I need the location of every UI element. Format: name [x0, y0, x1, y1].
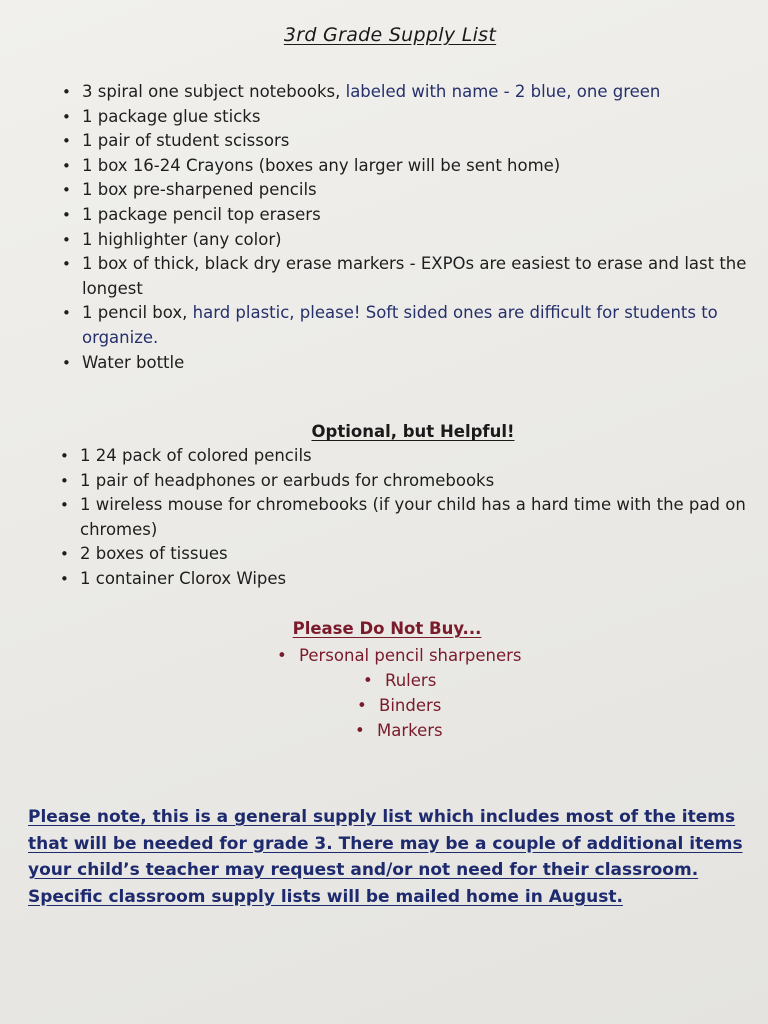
- item-text: 1 pair of headphones or earbuds for chromebooks: [80, 470, 495, 490]
- list-item: [60, 567, 750, 592]
- item-text: 1 wireless mouse for chromebooks (if your child has a hard time with the pad on chromes): [80, 495, 746, 539]
- bullet-icon: •: [60, 471, 69, 490]
- item-text: 2 boxes of tissues: [80, 544, 228, 564]
- page-title: 3rd Grade Supply List: [283, 24, 497, 46]
- list-item: [62, 80, 752, 105]
- list-item: [62, 178, 752, 203]
- bullet-icon: •: [62, 132, 71, 151]
- list-item: [363, 668, 436, 693]
- bullet-icon: •: [62, 304, 71, 323]
- bullet-icon: •: [355, 721, 365, 740]
- list-item: [60, 444, 750, 469]
- item-text: 1 package glue sticks: [82, 106, 261, 126]
- bullet-icon: •: [62, 156, 71, 175]
- list-item: [62, 228, 752, 253]
- item-text: Personal pencil sharpeners: [299, 646, 522, 665]
- item-highlight-text: hard plastic, please! Soft sided ones are difficult for students to organize.: [82, 303, 718, 347]
- bullet-icon: •: [62, 205, 71, 224]
- bullet-icon: •: [60, 545, 69, 564]
- list-item: [60, 493, 750, 542]
- bullet-icon: •: [60, 496, 69, 515]
- general-note: Please note, this is a general supply list which includes most of the items that will be needed for grade 3. There may be a couple of additional items your child’s teacher may request and/or not need for their classroom. Specific classroom supply lists will be mailed home in August.: [28, 807, 743, 907]
- list-item: [62, 252, 752, 301]
- supply-list: [62, 80, 752, 375]
- list-item: [62, 105, 752, 130]
- optional-list: [60, 444, 750, 592]
- item-text: Binders: [379, 696, 442, 715]
- optional-heading: Optional, but Helpful!: [311, 422, 515, 441]
- item-text: 1 highlighter (any color): [82, 229, 282, 249]
- bullet-icon: •: [62, 181, 71, 200]
- do-not-buy-heading: Please Do Not Buy...: [292, 619, 482, 638]
- list-item: [62, 203, 752, 228]
- list-item: [60, 469, 750, 494]
- item-highlight-text: labeled with name - 2 blue, one green: [345, 82, 661, 101]
- item-text: 1 package pencil top erasers: [82, 204, 321, 224]
- list-item: [60, 542, 750, 567]
- bullet-icon: •: [62, 83, 71, 101]
- list-item: [62, 129, 752, 154]
- bullet-icon: •: [62, 230, 71, 249]
- bullet-icon: •: [62, 353, 71, 372]
- item-text: 1 box 16-24 Crayons (boxes any larger will be sent home): [82, 155, 561, 175]
- list-item: [355, 718, 443, 743]
- list-item: [277, 643, 522, 668]
- item-text: 3 spiral one subject notebooks,: [82, 82, 346, 101]
- item-text: 1 box of thick, black dry erase markers - EXPOs are easiest to erase and last the longest: [82, 254, 747, 298]
- item-text: 1 container Clorox Wipes: [80, 568, 287, 588]
- bullet-icon: •: [62, 107, 71, 126]
- item-text: Rulers: [385, 671, 437, 690]
- bullet-icon: •: [62, 255, 71, 274]
- bullet-icon: •: [277, 646, 287, 665]
- item-text: 1 pair of student scissors: [82, 131, 290, 151]
- item-text: Markers: [377, 721, 443, 740]
- item-text: 1 pencil box,: [82, 303, 193, 323]
- bullet-icon: •: [60, 447, 69, 465]
- list-item: [62, 301, 752, 350]
- item-text: 1 box pre-sharpened pencils: [82, 180, 317, 200]
- list-item: [62, 351, 752, 376]
- list-item: [357, 693, 441, 718]
- bullet-icon: •: [357, 696, 367, 715]
- bullet-icon: •: [60, 569, 69, 588]
- item-text: Water bottle: [82, 352, 185, 372]
- bullet-icon: •: [363, 671, 373, 690]
- item-text: 1 24 pack of colored pencils: [80, 446, 312, 465]
- list-item: [62, 154, 752, 179]
